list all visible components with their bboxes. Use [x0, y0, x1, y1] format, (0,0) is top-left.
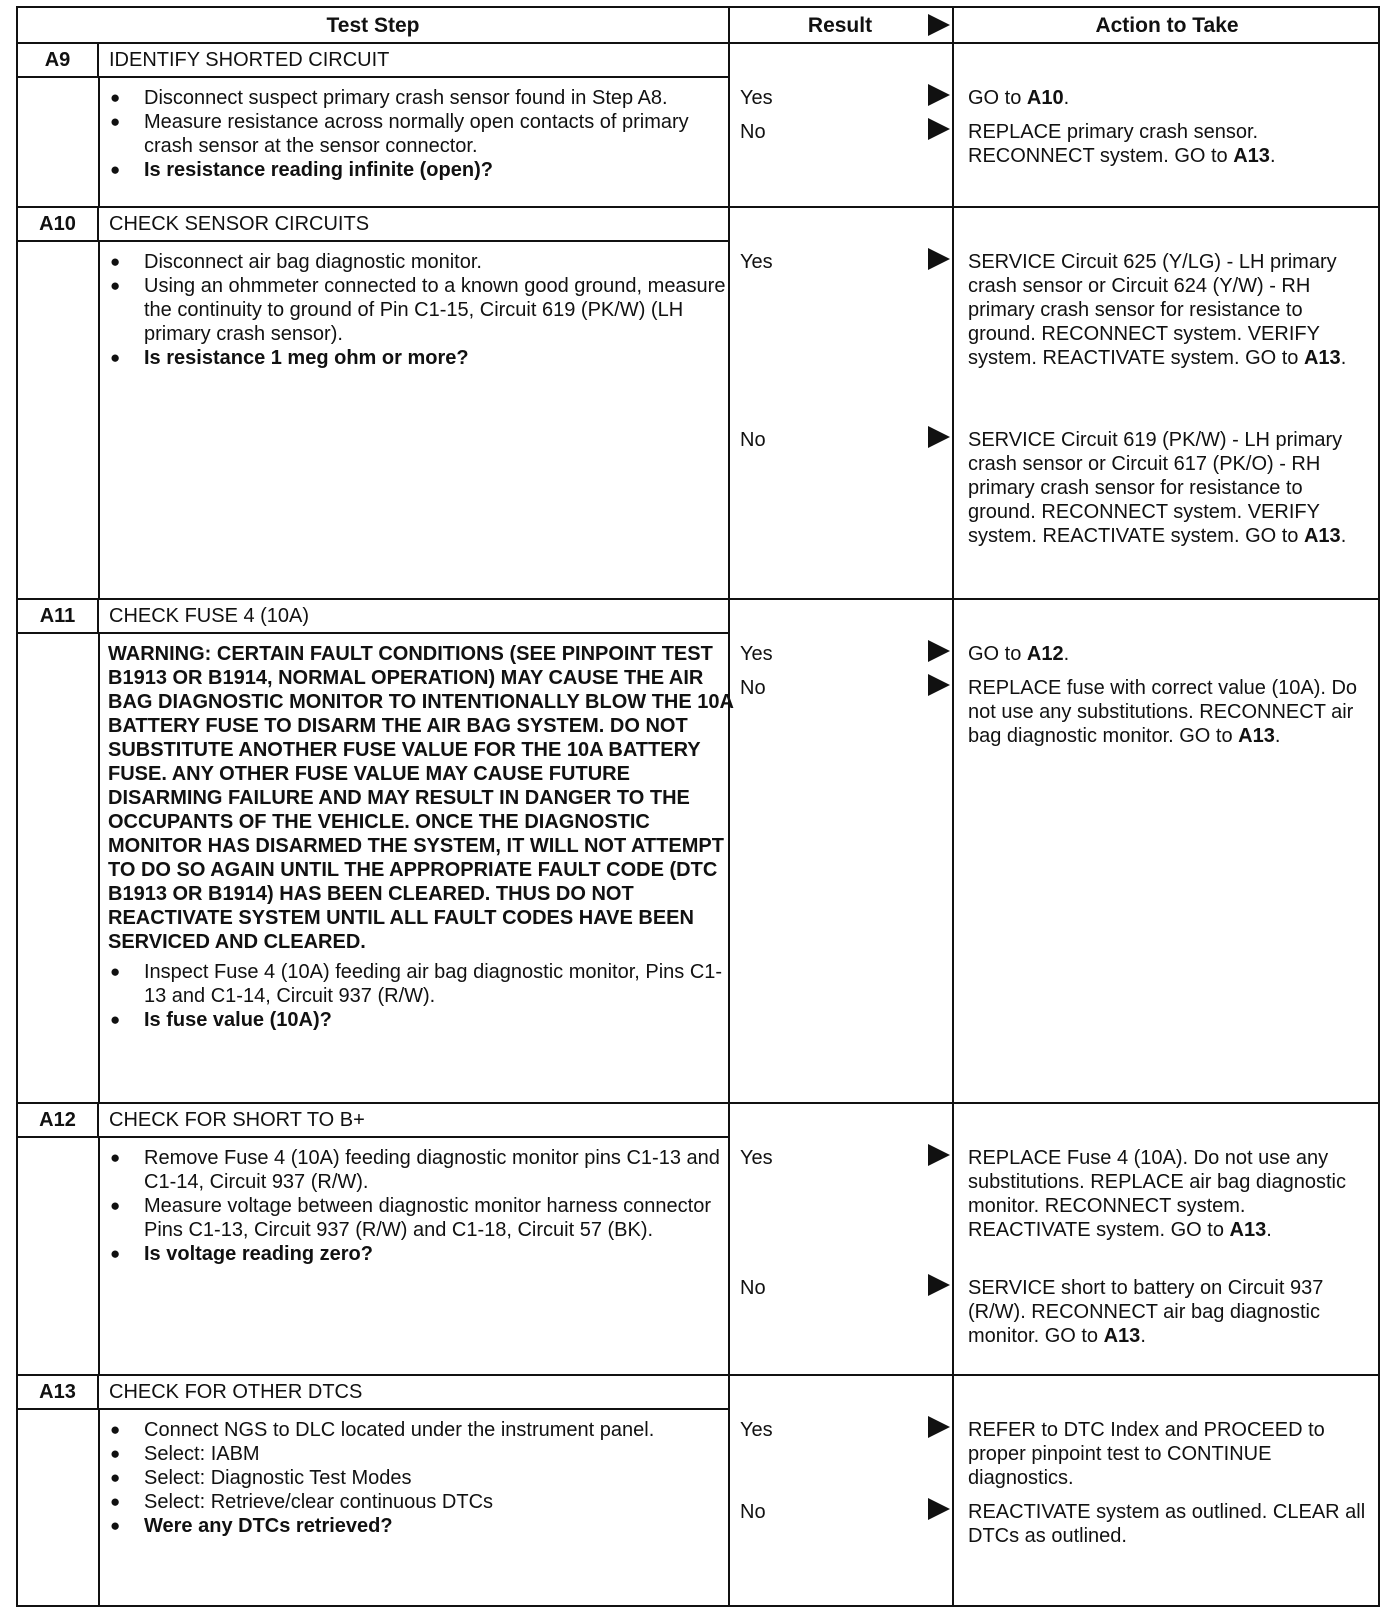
step-id: A11 — [18, 600, 99, 632]
result-yes: Yes — [740, 251, 773, 273]
step-question: ● Is fuse value (10A)? — [108, 1008, 738, 1032]
step-title: CHECK SENSOR CIRCUITS — [109, 213, 370, 235]
step-question: ● Is voltage reading zero? — [108, 1242, 738, 1266]
warning-text: WARNING: CERTAIN FAULT CONDITIONS (SEE PINPOINT TEST B1913 OR B1914, NORMAL OPERATION) MAY CAUSE THE AIR BAG DIAGNOSTIC MONITOR TO INTENTIONALLY BLOW THE 10A BATTERY FUSE TO DISARM THE AIR BAG SYSTEM. DO NOT SUBSTITUTE ANOTHER FUSE VALUE FOR THE 10A BATTERY FUSE. ANY OTHER FUSE VALUE MAY CAUSE FUTURE DISARMING FAILURE AND MAY RESULT IN DANGER TO THE OCCUPANTS OF THE VEHICLE. ONCE THE DIAGNOSTIC MONITOR HAS DISARMED THE SYSTEM, IT WILL NOT ATTEMPT TO DO SO AGAIN UNTIL THE APPROPRIATE FAULT CODE (DTC B1913 OR B1914) HAS BEEN CLEARED. THUS DO NOT REACTIVATE SYSTEM UNTIL ALL FAULT CODES HAVE BEEN SERVICED AND CLEARED. — [108, 643, 734, 953]
step-a13 — [16, 1376, 1380, 1607]
arrow-icon — [928, 248, 950, 270]
result-no: No — [740, 121, 766, 143]
step-id: A9 — [18, 44, 99, 76]
arrow-icon — [928, 640, 950, 662]
action-no: REPLACE primary crash sensor. RECONNECT system. GO to A13. — [968, 121, 1276, 167]
step-question: ● Were any DTCs retrieved? — [108, 1514, 738, 1538]
step-bullet: ● Disconnect suspect primary crash sensor found in Step A8. — [108, 86, 738, 110]
step-a9 — [16, 44, 1380, 208]
action-yes: SERVICE Circuit 625 (Y/LG) - LH primary crash sensor or Circuit 624 (Y/W) - RH primary crash sensor for resistance to ground. RECONNECT system. VERIFY system. REACTIVATE system. GO to A13. — [968, 251, 1347, 369]
step-bullet: ● Remove Fuse 4 (10A) feeding diagnostic monitor pins C1-13 and C1-14, Circuit 937 (R/W). — [108, 1146, 738, 1194]
header-action: Action to Take — [1095, 14, 1239, 37]
result-yes: Yes — [740, 87, 773, 109]
step-body — [108, 1418, 738, 1538]
step-title: CHECK FUSE 4 (10A) — [109, 605, 310, 627]
action-yes: REPLACE Fuse 4 (10A). Do not use any substitutions. REPLACE air bag diagnostic monitor. RECONNECT system. REACTIVATE system. GO to A13. — [968, 1147, 1346, 1241]
result-yes: Yes — [740, 643, 773, 665]
result-no: No — [740, 1501, 766, 1523]
header-arrow-icon — [928, 14, 950, 36]
arrow-icon — [928, 84, 950, 106]
arrow-icon — [928, 118, 950, 140]
step-title: CHECK FOR OTHER DTCS — [109, 1381, 363, 1403]
step-body — [108, 250, 738, 370]
action-no: SERVICE short to battery on Circuit 937 (R/W). RECONNECT air bag diagnostic monitor. GO to A13. — [968, 1277, 1324, 1347]
step-bullet: ● Connect NGS to DLC located under the instrument panel. — [108, 1418, 738, 1442]
step-question: ● Is resistance reading infinite (open)? — [108, 158, 738, 182]
step-a12 — [16, 1104, 1380, 1376]
arrow-icon — [928, 1416, 950, 1438]
step-body — [108, 642, 738, 1032]
step-bullet: ● Using an ohmmeter connected to a known good ground, measure the continuity to ground of Pin C1-15, Circuit 619 (PK/W) (LH primary crash sensor). — [108, 274, 738, 346]
result-no: No — [740, 1277, 766, 1299]
step-a10 — [16, 208, 1380, 600]
step-id: A10 — [18, 208, 99, 240]
step-bullet: ● Disconnect air bag diagnostic monitor. — [108, 250, 738, 274]
step-id: A12 — [18, 1104, 99, 1136]
result-no: No — [740, 677, 766, 699]
header-result-label: Result — [807, 14, 873, 37]
step-bullet: ● Measure voltage between diagnostic monitor harness connector Pins C1-13, Circuit 937 (R/W) and C1-18, Circuit 57 (BK). — [108, 1194, 738, 1242]
arrow-icon — [928, 1144, 950, 1166]
step-body — [108, 86, 738, 182]
result-yes: Yes — [740, 1147, 773, 1169]
step-bullet: ● Inspect Fuse 4 (10A) feeding air bag diagnostic monitor, Pins C1-13 and C1-14, Circuit 937 (R/W). — [108, 960, 738, 1008]
action-yes: GO to A12. — [968, 643, 1070, 665]
arrow-icon — [928, 674, 950, 696]
step-title: IDENTIFY SHORTED CIRCUIT — [109, 49, 390, 71]
step-bullet: ● Select: IABM — [108, 1442, 738, 1466]
action-yes: REFER to DTC Index and PROCEED to proper pinpoint test to CONTINUE diagnostics. — [968, 1419, 1325, 1489]
arrow-icon — [928, 426, 950, 448]
arrow-icon — [928, 1498, 950, 1520]
step-title: CHECK FOR SHORT TO B+ — [109, 1109, 365, 1131]
arrow-icon — [928, 1274, 950, 1296]
step-question: ● Is resistance 1 meg ohm or more? — [108, 346, 738, 370]
result-yes: Yes — [740, 1419, 773, 1441]
diagnostic-table — [16, 6, 1380, 1607]
action-no: REPLACE fuse with correct value (10A). Do not use any substitutions. RECONNECT air bag diagnostic monitor. GO to A13. — [968, 677, 1358, 747]
step-bullet: ● Select: Retrieve/clear continuous DTCs — [108, 1490, 738, 1514]
result-no: No — [740, 429, 766, 451]
header-result — [730, 8, 950, 44]
step-id: A13 — [18, 1376, 99, 1408]
action-no: REACTIVATE system as outlined. CLEAR all DTCs as outlined. — [968, 1501, 1366, 1547]
step-body — [108, 1146, 738, 1266]
action-no: SERVICE Circuit 619 (PK/W) - LH primary crash sensor or Circuit 617 (PK/O) - RH primary crash sensor for resistance to ground. RECONNECT system. VERIFY system. REACTIVATE system. GO to A13. — [968, 429, 1347, 547]
action-yes: GO to A10. — [968, 87, 1070, 109]
header-test-step: Test Step — [326, 14, 420, 37]
table-header — [16, 6, 1380, 44]
step-a11 — [16, 600, 1380, 1104]
step-bullet: ● Select: Diagnostic Test Modes — [108, 1466, 738, 1490]
step-bullet: ● Measure resistance across normally open contacts of primary crash sensor at the sensor connector. — [108, 110, 738, 158]
